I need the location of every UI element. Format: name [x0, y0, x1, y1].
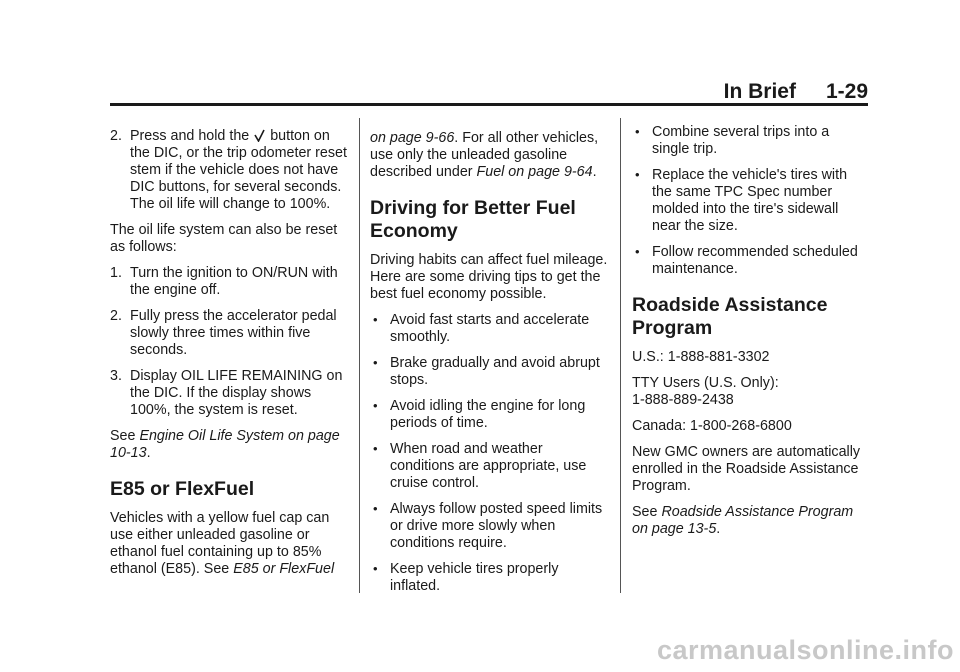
bullet-icon: •: [635, 167, 640, 182]
fuel-economy-heading: Driving for Better Fuel Economy: [370, 197, 576, 242]
bullet-icon: •: [373, 312, 378, 327]
list-item: • When road and weather conditions are appropriate, use cruise control.: [373, 441, 587, 491]
watermark: carmanualsonline.info: [656, 635, 954, 665]
bullet-icon: •: [635, 244, 640, 259]
column-1: [110, 128, 348, 587]
reset-intro: The oil life system can also be reset as follows:: [110, 222, 338, 255]
tty-number: TTY Users (U.S. Only): 1-888-889-2438: [632, 375, 779, 408]
e85-heading: E85 or FlexFuel: [110, 478, 255, 500]
cross-reference-link[interactable]: E85 or FlexFuel: [233, 561, 335, 577]
cross-reference-link[interactable]: Roadside Assistance Program on page 13-5: [632, 504, 854, 537]
list-item: • Combine several trips into a single trip.: [635, 124, 830, 157]
section-title: In Brief: [723, 80, 796, 103]
list-item: • Keep vehicle tires properly inflated.: [373, 561, 559, 594]
bullet-icon: •: [373, 398, 378, 413]
list-item: • Follow recommended scheduled maintenance.: [635, 244, 858, 277]
e85-text: Vehicles with a yellow fuel cap can use either unleaded gasoline or ethanol fuel containing up to 85% ethanol (E85). See E85 or FlexFuel: [110, 510, 335, 577]
column-divider-1: [359, 118, 360, 593]
reset-step-1: 1. Turn the ignition to ON/RUN with the engine off.: [110, 265, 338, 298]
column-2: [370, 130, 608, 604]
reset-step-2: 2. Fully press the accelerator pedal slowly three times within five seconds.: [110, 308, 337, 358]
bullet-icon: •: [373, 501, 378, 516]
bullet-icon: •: [373, 561, 378, 576]
bullet-icon: •: [373, 355, 378, 370]
list-item: • Always follow posted speed limits or drive more slowly when conditions require.: [373, 501, 603, 551]
page-number: 1-29: [825, 80, 868, 103]
enrollment-text: New GMC owners are automatically enrolled in the Roadside Assistance Program.: [632, 444, 861, 494]
column-3: [632, 124, 868, 547]
reset-step-3: 3. Display OIL LIFE REMAINING on the DIC. If the display shows 100%, the system is reset.: [110, 368, 343, 418]
list-item: • Brake gradually and avoid abrupt stops.: [373, 355, 600, 388]
canada-number: Canada: 1-800-268-6800: [632, 418, 792, 434]
column-divider-2: [620, 118, 621, 593]
step-2-press-hold: 2. Press and hold the button on the DIC, or the trip odometer reset stem if the vehicle does not have DIC buttons, for several seconds. The oil life will change to 100%.: [110, 128, 347, 212]
header-rule: [110, 103, 868, 106]
list-item: • Avoid idling the engine for long periods of time.: [373, 398, 586, 431]
roadside-heading: Roadside Assistance Program: [632, 294, 828, 339]
list-item: • Avoid fast starts and accelerate smoothly.: [373, 312, 590, 345]
cross-reference-link[interactable]: Fuel on page 9-64: [476, 164, 593, 180]
checkmark-icon: [254, 129, 265, 142]
bullet-icon: •: [635, 124, 640, 139]
see-engine-oil: See Engine Oil Life System on page 10-13.: [110, 428, 340, 461]
see-roadside: See Roadside Assistance Program on page 13-5.: [632, 504, 854, 537]
fuel-economy-intro: Driving habits can affect fuel mileage. Here are some driving tips to get the best fuel economy possible.: [370, 252, 608, 302]
list-item: • Replace the vehicle's tires with the same TPC Spec number molded into the tire's sidewall near the size.: [635, 167, 848, 234]
us-number: U.S.: 1-888-881-3302: [632, 349, 770, 365]
bullet-icon: •: [373, 441, 378, 456]
fuel-continuation: on page 9-66. For all other vehicles, use only the unleaded gasoline described under Fuel on page 9-64.: [370, 130, 599, 180]
cross-reference-link[interactable]: Engine Oil Life System on page 10-13: [110, 428, 340, 461]
cross-reference-link[interactable]: on page 9-66: [370, 130, 455, 146]
page-header: [110, 74, 868, 104]
